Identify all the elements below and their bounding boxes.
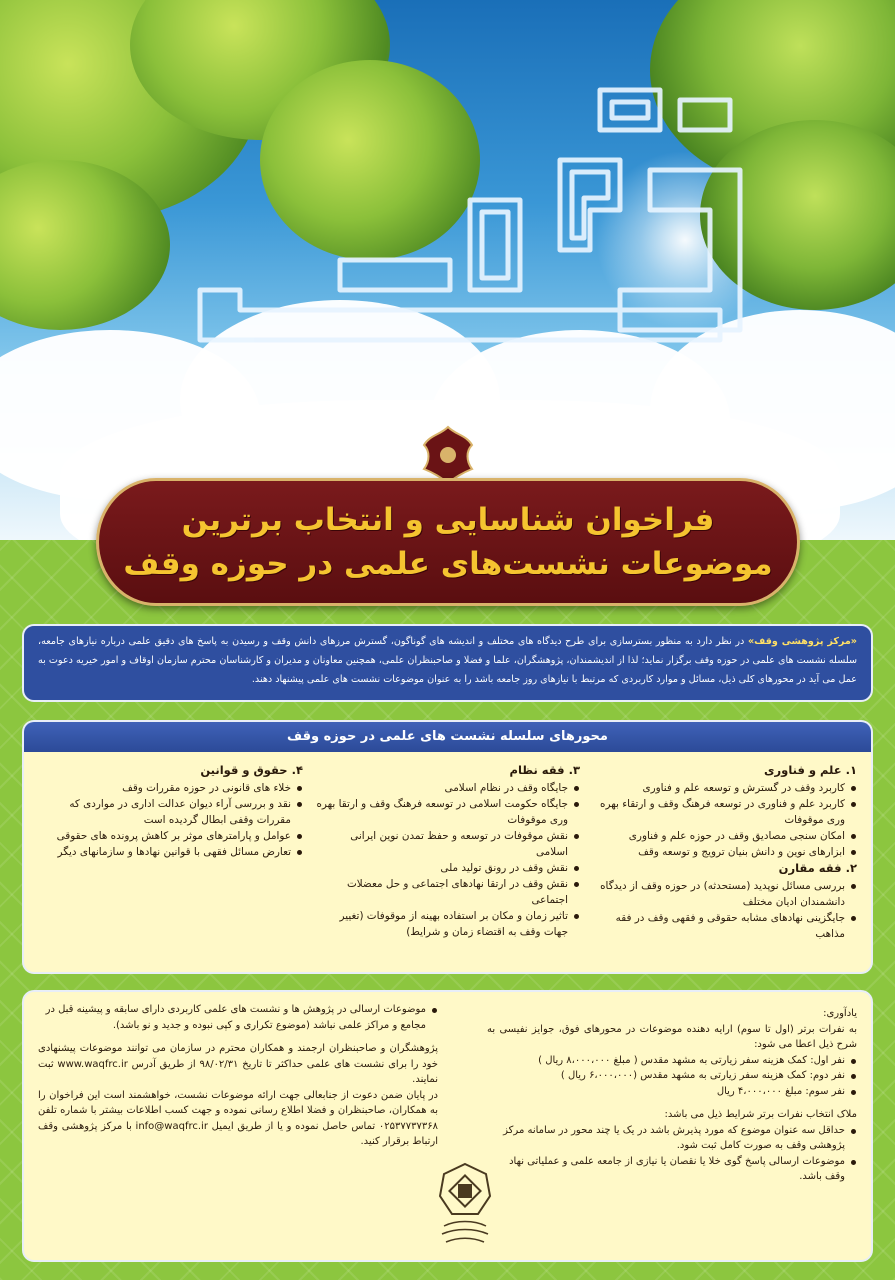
topic-heading: ۱. علم و فناوری — [764, 763, 857, 777]
waqf-calligraphy-logo — [180, 60, 800, 360]
page-title-line2: موضوعات نشست‌های علمی در حوزه وقف — [123, 546, 773, 582]
intro-text: در نظر دارد به منظور بسترسازی برای طرح دیدگاه های مختلف و اندیشه های گوناگون، گسترش مرزهای دانش وقف و رسیدن به پاسخ های دقیق علمی درباره نیازهای جامعه، سلسله نشست های علمی در حوزه وقف برگزار نماید؛ لذا از اندیشمندان، پژوهشگران، علما و فضلا و صاحبنظران علمی، همچنین معاونان و مدیران و کارشناسان محترم سازمان اوقاف و امور خیریه دعوت به عمل می آید در محورهای کلی ذیل، مسائل و موارد کاربردی که مرتبط با نیازهای روز جامعه باشد را به عنوان موضوعات نشست های علمی پیشنهاد دهند. — [38, 636, 857, 685]
topic-item: نقش وقف در رونق تولید ملی — [315, 860, 580, 876]
topic-column-2 — [315, 762, 580, 966]
contact-paragraph: در پایان ضمن دعوت از جنابعالی جهت ارائه موضوعات نشست، خواهشمند است این فراخوان را به همکاران، صاحبنظران و فضلا اطلاع رسانی نموده و جهت کسب اطلاعات بیشتر با شماره تلفن ۰۲۵۳۷۷۳۷۳۶۸ تماس حاصل نموده و یا از طریق ایمیل info@waqfrc.ir با مرکز پژوهشی وقف ارتباط برقرار کنید. — [38, 1089, 438, 1147]
topic-column-1 — [592, 762, 857, 966]
notes-box — [22, 990, 873, 1262]
topic-item: کاربرد علم و فناوری در توسعه فرهنگ وقف و ارتقاء بهره وری موقوفات — [592, 796, 857, 828]
topic-heading: ۲. فقه مقارن — [778, 861, 857, 875]
condition-item: موضوعات ارسالی در پژوهش ها و نشست های علمی کاربردی دارای سابقه و پیشینه قبل در مجامع و مراکز علمی نباشد (موضوع تکراری و کپی نبوده و جدید و نو باشد). — [38, 1002, 438, 1033]
topic-item: بررسی مسائل نوپدید (مستحدثه) در حوزه وقف از دیدگاه دانشمندان ادیان مختلف — [592, 878, 857, 910]
ornament-icon — [422, 425, 474, 485]
criteria-item: حداقل سه عنوان موضوع که مورد پذیرش باشد در یک یا چند محور در سامانه مرکز پژوهشی وقف به صورت کامل ثبت شود. — [487, 1123, 857, 1154]
topic-heading: ۴. حقوق و قوانین — [200, 763, 303, 777]
submission-paragraph: پژوهشگران و صاحبنظران ارجمند و همکاران محترم در سازمان می توانند موضوعات پیشنهادی خود را برای نشست های علمی حداکثر تا تاریخ ۹۸/۰۲/۳۱ از طریق آدرس www.waqfrc.ir ثبت نمایند. — [38, 1043, 438, 1085]
intro-org: «مرکز پژوهشی وقف» — [747, 636, 858, 647]
topic-item: تعارض مسائل فقهی با قوانین نهادها و سازمانهای دیگر — [38, 844, 303, 860]
reminder-text: به نفرات برتر (اول تا سوم) ارایه دهنده موضوعات در محورهای فوق، جوایز نفیسی به شرح ذیل اعطا می شود: — [487, 1023, 857, 1050]
topic-item: نقش وقف در ارتقا نهادهای اجتماعی و حل معضلات اجتماعی — [315, 876, 580, 908]
organization-seal-icon — [436, 1160, 494, 1256]
title-banner — [96, 478, 800, 606]
topics-box — [22, 752, 873, 974]
reminder-title: یادآوری: — [823, 1008, 857, 1019]
notes-right-column — [487, 1006, 857, 1185]
topic-item: عوامل و پارامترهای موثر بر کاهش پرونده های حقوقی — [38, 828, 303, 844]
topic-item: کاربرد وقف در گسترش و توسعه علم و فناوری — [592, 780, 857, 796]
topic-item: جایگاه وقف در نظام اسلامی — [315, 780, 580, 796]
topics-heading: محورهای سلسله نشست های علمی در حوزه وقف — [22, 720, 873, 752]
prize-item: نفر اول: کمک هزینه سفر زیارتی به مشهد مقدس ( مبلغ ۸،۰۰۰،۰۰۰ ریال ) — [487, 1053, 857, 1069]
topic-item: تاثیر زمان و مکان بر استفاده بهینه از موقوفات (تغییر جهات وقف به اقتضاء زمان و شرایط) — [315, 908, 580, 940]
topic-item: جایگاه حکومت اسلامی در توسعه فرهنگ وقف و ارتقا بهره وری موقوفات — [315, 796, 580, 828]
topic-item: خلاء های قانونی در حوزه مقررات وقف — [38, 780, 303, 796]
criteria-item: موضوعات ارسالی پاسخ گوی خلا یا نقصان یا نیازی از جامعه علمی و عملیاتی نهاد وقف باشد. — [487, 1154, 857, 1185]
topic-heading: ۳. فقه نظام — [509, 763, 580, 777]
topic-column-3 — [38, 762, 303, 966]
topic-item: ابزارهای نوین و دانش بنیان ترویج و توسعه وقف — [592, 844, 857, 860]
page-title-line1: فراخوان شناسایی و انتخاب برترین — [181, 502, 715, 538]
topic-item: جایگزینی نهادهای مشابه حقوقی و فقهی وقف در فقه مذاهب — [592, 910, 857, 942]
topic-item: نقد و بررسی آراء دیوان عدالت اداری در مواردی که مقررات وقفی ابطال گردیده است — [38, 796, 303, 828]
criteria-title: ملاک انتخاب نفرات برتر شرایط ذیل می باشد: — [664, 1109, 857, 1120]
prize-item: نفر سوم: مبلغ ۴،۰۰۰،۰۰۰ ریال — [487, 1084, 857, 1100]
topic-item: نقش موقوفات در توسعه و حفظ تمدن نوین ایرانی اسلامی — [315, 828, 580, 860]
prize-item: نفر دوم: کمک هزینه سفر زیارتی به مشهد مقدس (۶،۰۰۰،۰۰۰ ریال ) — [487, 1068, 857, 1084]
calligraphy-text: وقف — [480, 202, 500, 213]
notes-left-column — [38, 1002, 438, 1150]
topic-item: امکان سنجی مصادیق وقف در حوزه علم و فناوری — [592, 828, 857, 844]
intro-box — [22, 624, 873, 702]
